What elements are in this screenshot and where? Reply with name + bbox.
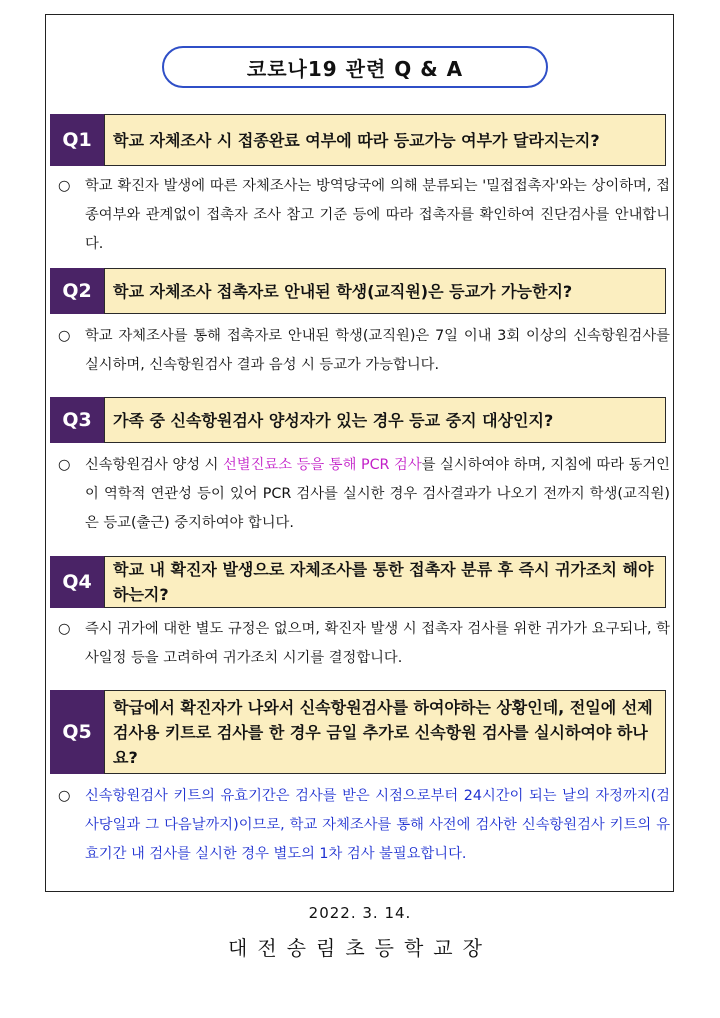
question-text: 학교 자체조사 시 접종완료 여부에 따라 등교가능 여부가 달라지는지? — [104, 114, 666, 166]
question-q3 — [50, 397, 666, 443]
answer-q4 — [58, 615, 670, 673]
document-date: 2022. 3. 14. — [308, 904, 412, 922]
bullet-icon: ○ — [58, 788, 71, 804]
answer-text: 즉시 귀가에 대한 별도 규정은 없으며, 확진자 발생 시 접촉자 검사를 위한 귀가가 요구되나, 학사일정 등을 고려하여 귀가조치 시기를 결정합니다. — [85, 621, 670, 666]
answer-text: 학교 자체조사를 통해 접촉자로 안내된 학생(교직원)은 7일 이내 3회 이상의 신속항원검사를 실시하며, 신속항원검사 결과 음성 시 등교가 가능합니다. — [85, 328, 670, 373]
answer-q5 — [58, 782, 670, 869]
question-text: 학급에서 확진자가 나와서 신속항원검사를 하여야하는 상황인데, 전일에 선제검사용 키트로 검사를 한 경우 금일 추가로 신속항원 검사를 실시하여야 하나요? — [104, 690, 666, 774]
answer-text: 학교 확진자 발생에 따른 자체조사는 방역당국에 의해 분류되는 '밀접접촉자'와는 상이하며, 접종여부와 관계없이 접촉자 조사 참고 기준 등에 따라 접촉자를 확인하여 진단검사를 안내합니다. — [85, 178, 670, 252]
question-q4 — [50, 556, 666, 608]
answer-text: 신속항원검사 키트의 유효기간은 검사를 받은 시점으로부터 24시간이 되는 날의 자정까지(검사당일과 그 다음날까지)이므로, 학교 자체조사를 통해 사전에 검사한 신속항원검사 키트의 유효기간 내 검사를 실시한 경우 별도의 1차 검사 불필요합니다. — [85, 788, 670, 862]
bullet-icon: ○ — [58, 457, 71, 473]
question-text: 학교 내 확진자 발생으로 자체조사를 통한 접촉자 분류 후 즉시 귀가조치 해야하는지? — [104, 556, 666, 608]
answer-text-post: 를 실시하여야 하며, 지침에 따라 동거인이 역학적 연관성 등이 있어 PCR 검사를 실시한 경우 검사결과가 나오기 전까지 학생(교직원)은 등교(출근) 중지하여야 합니다. — [85, 457, 670, 531]
answer-highlight: 선별진료소 등을 통해 PCR 검사 — [222, 457, 422, 473]
answer-q1 — [58, 172, 670, 259]
signer-name: 대전송림초등학교장 — [228, 936, 492, 960]
bullet-icon: ○ — [58, 328, 71, 344]
answer-text — [85, 451, 670, 538]
answer-q2 — [58, 322, 670, 380]
bullet-icon: ○ — [58, 621, 71, 637]
question-number: Q3 — [50, 397, 104, 443]
question-q5 — [50, 690, 666, 774]
bullet-icon: ○ — [58, 178, 71, 194]
question-q1 — [50, 114, 666, 166]
answer-q3 — [58, 451, 670, 538]
question-text: 학교 자체조사 접촉자로 안내된 학생(교직원)은 등교가 가능한지? — [104, 268, 666, 314]
question-number: Q2 — [50, 268, 104, 314]
question-number: Q1 — [50, 114, 104, 166]
answer-text-pre: 신속항원검사 양성 시 — [85, 457, 223, 473]
question-number: Q5 — [50, 690, 104, 774]
question-number: Q4 — [50, 556, 104, 608]
question-text: 가족 중 신속항원검사 양성자가 있는 경우 등교 중지 대상인지? — [104, 397, 666, 443]
page-title: 코로나19 관련 Q & A — [162, 46, 548, 88]
question-q2 — [50, 268, 666, 314]
